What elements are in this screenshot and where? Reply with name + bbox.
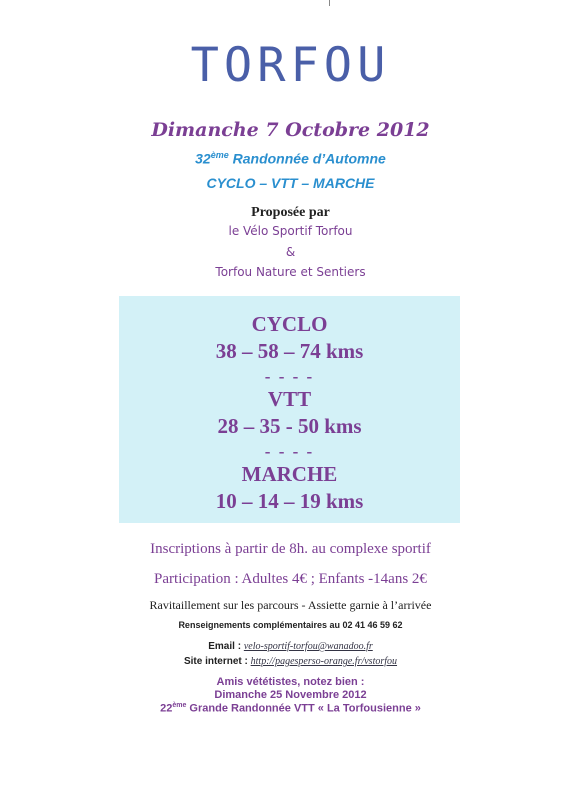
cyclo-label: CYCLO xyxy=(251,312,328,336)
website-label: Site internet : xyxy=(183,656,251,667)
edition-text: Randonnée d’Automne xyxy=(228,150,386,167)
distances-box xyxy=(119,296,460,523)
proposed-by-label: Proposée par xyxy=(251,205,330,220)
notice-line-2: Dimanche 25 Novembre 2012 xyxy=(214,689,367,701)
organizer-club-2: Torfou Nature et Sentiers xyxy=(215,265,366,279)
cyclo-distances: 38 – 58 – 74 kms xyxy=(215,339,364,363)
separator: - - - - xyxy=(264,442,315,461)
notice-number: 22 xyxy=(160,702,173,715)
scan-mark xyxy=(329,0,330,6)
notice-suffix: ème xyxy=(172,702,187,709)
edition-suffix: ème xyxy=(210,150,229,160)
edition-number: 32 xyxy=(195,150,211,167)
notice-text: Grande Randonnée VTT « La Torfousienne » xyxy=(186,702,421,715)
separator: - - - - xyxy=(264,367,315,386)
marche-label: MARCHE xyxy=(241,462,338,486)
event-date: Dimanche 7 Octobre 2012 xyxy=(151,119,430,141)
vtt-label: VTT xyxy=(267,387,312,411)
marche-distances: 10 – 14 – 19 kms xyxy=(215,489,364,513)
email-link[interactable]: velo-sportif-torfou@wanadoo.fr xyxy=(243,641,373,652)
organizer-club-1: le Vélo Sportif Torfou xyxy=(228,224,353,238)
supplies-info: Ravitaillement sur les parcours - Assiette garnie à l’arrivée xyxy=(149,598,432,612)
email-line xyxy=(0,641,581,652)
email-label: Email : xyxy=(208,641,244,652)
page-title: TORFOU xyxy=(190,38,391,93)
event-disciplines: CYCLO – VTT – MARCHE xyxy=(206,175,375,191)
participation-fees: Participation : Adultes 4€ ; Enfants -14ans 2€ xyxy=(154,571,427,587)
website-link[interactable]: http://pagesperso-orange.fr/vstorfou xyxy=(250,656,398,667)
notice-line-3 xyxy=(0,702,581,715)
inscriptions-info: Inscriptions à partir de 8h. au complexe sportif xyxy=(150,541,431,557)
notice-line-1: Amis vététistes, notez bien : xyxy=(216,676,365,688)
event-edition xyxy=(0,150,581,167)
organizer-ampersand: & xyxy=(285,245,296,259)
website-line xyxy=(0,656,581,667)
vtt-distances: 28 – 35 - 50 kms xyxy=(217,414,362,438)
contact-phone: Renseignements complémentaires au 02 41 46 59 62 xyxy=(178,620,403,630)
